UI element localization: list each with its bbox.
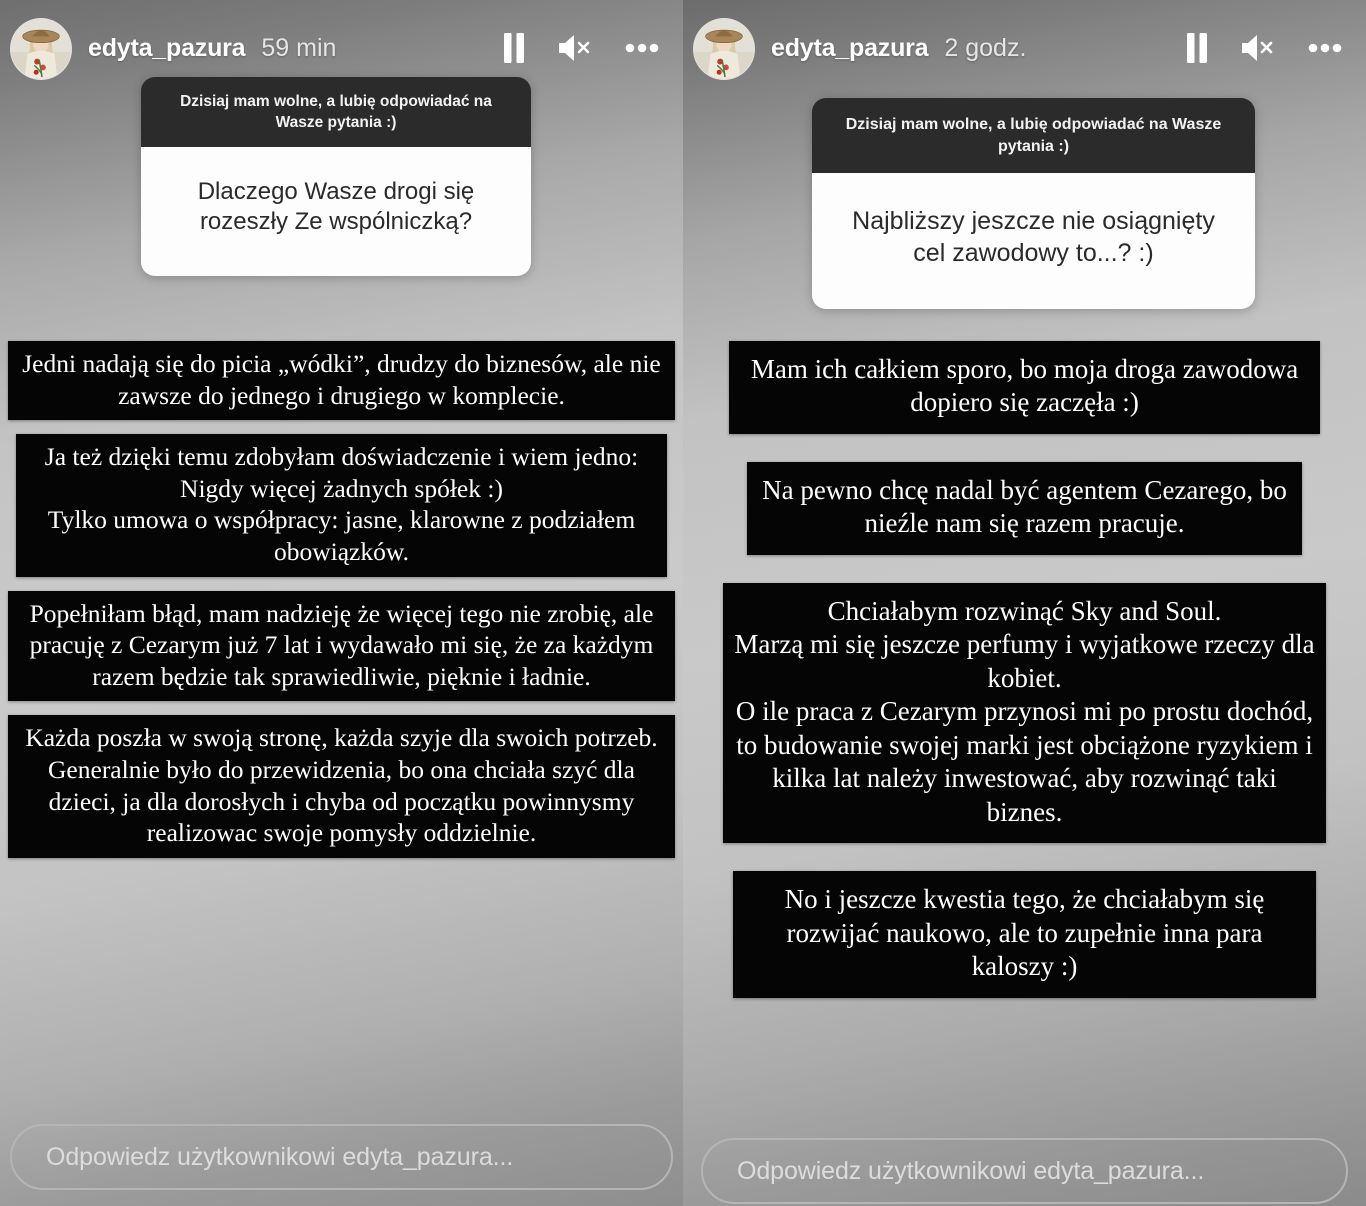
caption-list-right	[683, 341, 1366, 998]
story-panel-right[interactable]	[683, 0, 1366, 1206]
caption-block: Na pewno chcę nadal być agentem Cezarego, bo nieźle nam się razem pracuje.	[747, 462, 1302, 555]
story-header-actions	[1186, 33, 1342, 63]
question-sticker-question: Dlaczego Wasze drogi się rozeszły Ze wspólniczką?	[141, 147, 531, 276]
question-sticker-prompt: Dzisiaj mam wolne, a lubię odpowiadać na Wasze pytania :)	[141, 77, 531, 147]
reply-placeholder: Odpowiedz użytkownikowi edyta_pazura...	[46, 1142, 514, 1171]
mute-icon[interactable]	[557, 33, 593, 63]
question-sticker-question: Najbliższy jeszcze nie osiągnięty cel zawodowy to...? :)	[812, 173, 1255, 309]
avatar[interactable]	[693, 18, 755, 80]
avatar[interactable]	[10, 18, 72, 80]
caption-block: Jedni nadają się do picia „wódki”, drudzy do biznesów, ale nie zawsze do jednego i drugiego w komplecie.	[8, 341, 675, 420]
story-timestamp: 2 godz.	[944, 33, 1027, 62]
caption-list-left	[0, 341, 683, 872]
reply-input[interactable]	[10, 1124, 673, 1190]
story-timestamp: 59 min	[261, 33, 337, 62]
pause-icon[interactable]	[1186, 33, 1208, 63]
pause-icon[interactable]	[503, 33, 525, 63]
story-header-left	[0, 0, 683, 96]
caption-block: Chciałabym rozwinąć Sky and Soul. Marzą mi się jeszcze perfumy i wyjatkowe rzeczy dla kobiet. O ile praca z Cezarym przynosi mi po prostu dochód, to budowanie swojej marki jest obciążone ryzykiem i kilka lat należy inwestować, aby rozwinąć taki biznes.	[723, 583, 1326, 843]
caption-block: Mam ich całkiem sporo, bo moja droga zawodowa dopiero się zaczęła :)	[729, 341, 1320, 434]
more-options-icon[interactable]	[625, 43, 659, 53]
reply-placeholder: Odpowiedz użytkownikowi edyta_pazura...	[737, 1156, 1205, 1185]
caption-block: Ja też dzięki temu zdobyłam doświadczenie i wiem jedno: Nigdy więcej żadnych spółek :) Tylko umowa o współpracy: jasne, klarowne z podziałem obowiązków.	[16, 434, 667, 576]
reply-input[interactable]	[701, 1138, 1348, 1204]
mute-icon[interactable]	[1240, 33, 1276, 63]
question-sticker-prompt: Dzisiaj mam wolne, a lubię odpowiadać na Wasze pytania :)	[812, 98, 1255, 173]
reply-bar-right	[683, 1138, 1366, 1204]
caption-block: Każda poszła w swoją stronę, każda szyje dla swoich potrzeb. Generalnie było do przewidzenia, bo ona chciała szyć dla dzieci, ja dla dorosłych i chyba od początku powinnysmy realizowac swoje pomysły oddzielnie.	[8, 715, 675, 857]
more-options-icon[interactable]	[1308, 43, 1342, 53]
avatar-image	[694, 19, 754, 79]
story-header-actions	[503, 33, 659, 63]
caption-block: No i jeszcze kwestia tego, że chciałabym się rozwijać naukowo, ale to zupełnie inna para kaloszy :)	[733, 871, 1316, 997]
question-sticker[interactable]	[141, 77, 531, 276]
caption-block: Popełniłam błąd, mam nadzieję że więcej tego nie zrobię, ale pracuję z Cezarym już 7 lat i wydawało mi się, że za każdym razem będzie tak sprawiedliwie, pięknie i ładnie.	[8, 591, 675, 702]
story-username[interactable]: edyta_pazura	[771, 33, 929, 62]
reply-bar-left	[0, 1124, 683, 1190]
story-username[interactable]: edyta_pazura	[88, 33, 246, 62]
question-sticker[interactable]	[812, 98, 1255, 309]
avatar-image	[11, 19, 71, 79]
story-header-right	[683, 0, 1366, 96]
